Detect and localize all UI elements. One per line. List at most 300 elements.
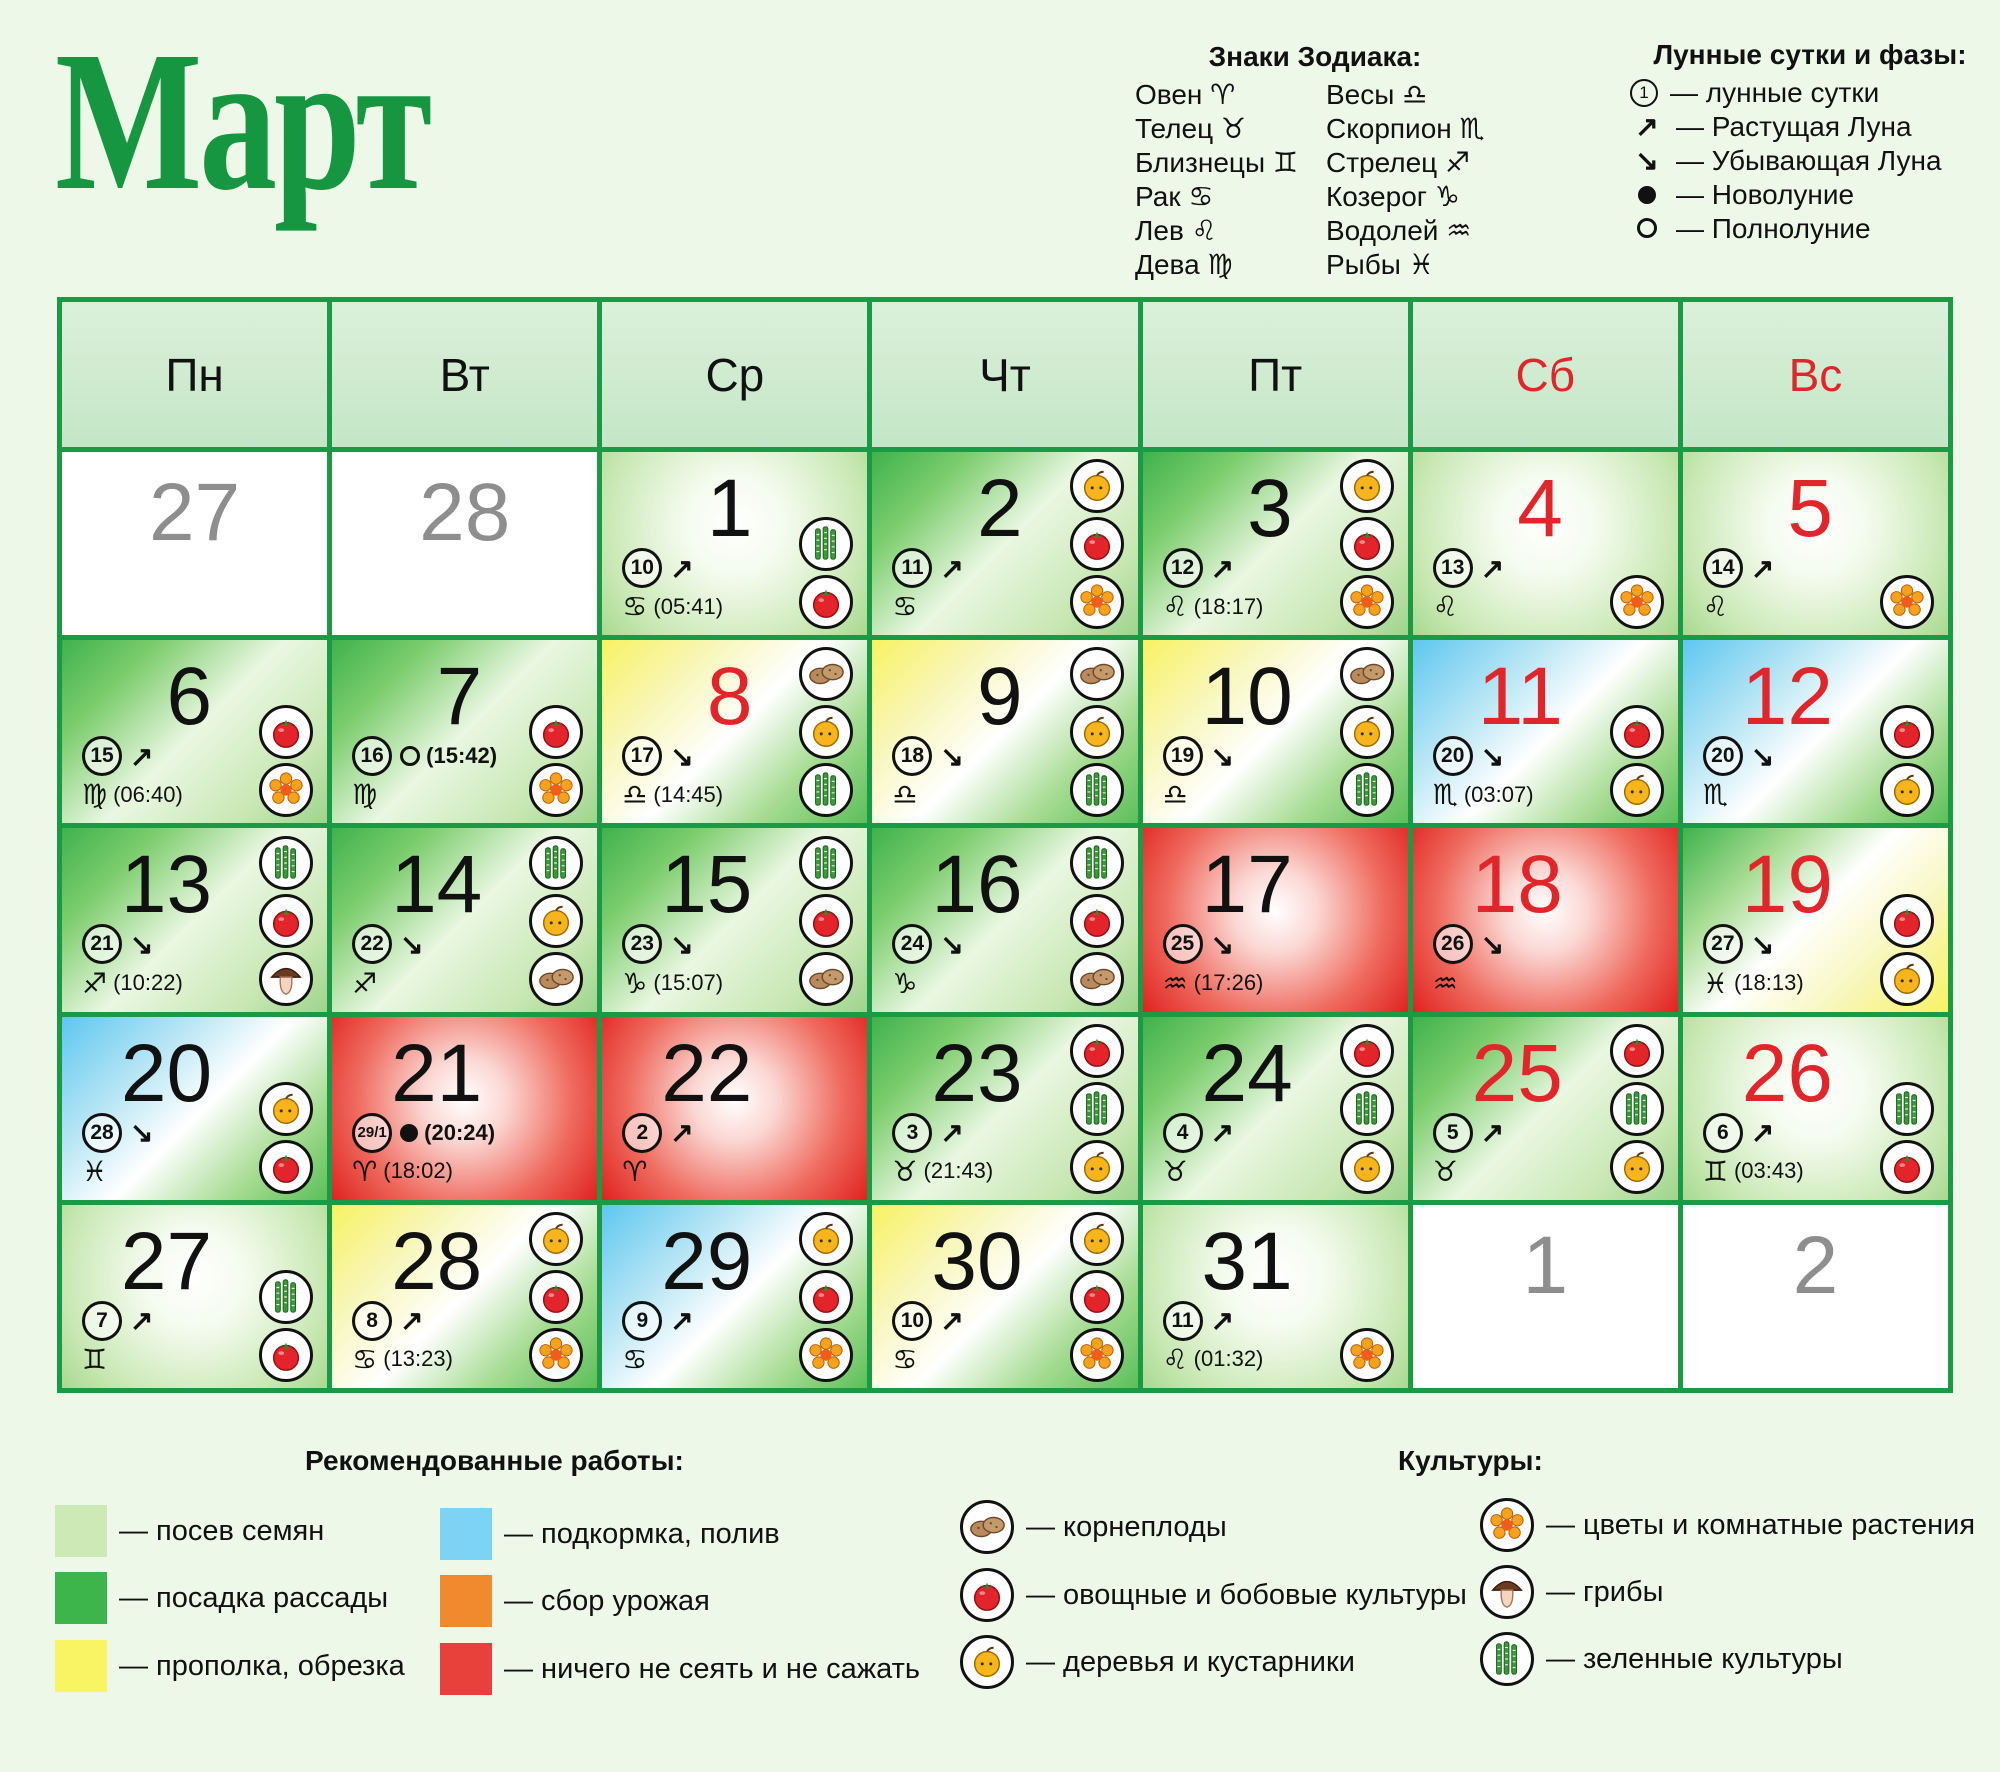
color-swatch [55,1640,107,1692]
zodiac-sign-icon: ♒︎ [1432,967,1458,999]
calendar-day[interactable] [1683,640,1948,823]
crop-icons [1880,834,1934,1005]
weekday-header: Чт [872,302,1137,447]
zodiac-symbol-icon: ♋︎ [1188,181,1214,212]
fruit-icon [799,705,853,759]
lunar-info [622,924,693,964]
new-moon-icon [1630,178,1664,212]
crop-icons [1070,834,1124,1005]
zodiac-sign-icon: ♒︎ [1162,967,1188,999]
waxing-arrow-icon: ↗ [130,740,154,772]
lunar-day-badge: 7 [82,1301,122,1341]
calendar-day[interactable] [872,1205,1137,1388]
lunar-day-badge: 6 [1703,1113,1743,1153]
color-swatch [55,1505,107,1557]
calendar-day[interactable] [1143,1017,1408,1200]
zodiac-sign-icon: ♉︎ [892,1155,918,1187]
zodiac-info [352,967,377,1000]
work-legend-text: — посев семян [119,1514,325,1547]
fruit-icon [529,1212,583,1266]
zodiac-info [892,778,917,811]
zodiac-time: (05:41) [653,593,724,619]
day-number: 7 [436,651,483,743]
lunar-day-badge: 2 [622,1113,662,1153]
day-number: 25 [1471,1027,1563,1119]
work-legend-text: — посадка рассады [119,1581,389,1614]
lunar-legend-text: — Убывающая Луна [1676,145,1942,176]
day-number: 30 [931,1215,1023,1307]
lunar-info [622,548,693,588]
crop-icons [259,646,313,817]
calendar-day[interactable] [602,1205,867,1388]
calendar-day[interactable] [602,1017,867,1200]
lunar-legend-item [1630,212,1990,246]
crop-icons [1340,1211,1394,1382]
zodiac-symbol-icon: ♑︎ [1434,181,1460,212]
lunar-info [892,1113,963,1153]
zodiac-info [892,1155,993,1188]
day-number: 10 [1201,651,1293,743]
zodiac-time: (10:22) [113,970,183,996]
day-number: 11 [1477,651,1563,743]
lunar-day-badge: 13 [1433,548,1473,588]
work-legend-item [55,1572,388,1624]
potato-icon [1340,647,1394,701]
zodiac-sign-icon: ♉︎ [1162,1155,1188,1187]
tomato-icon [799,894,853,948]
calendar-day[interactable] [872,1017,1137,1200]
calendar-day-other-month [1413,1205,1678,1388]
flower-icon [1070,1328,1124,1382]
lunar-legend-text: — Новолуние [1676,179,1855,210]
zodiac-sign-icon: ♊︎ [1702,1155,1728,1187]
zodiac-info [1163,1343,1264,1376]
calendar-day[interactable] [1413,452,1678,635]
work-legend-item [440,1575,710,1627]
full-moon-icon [1630,212,1664,246]
lunar-info [622,1301,693,1341]
lunar-day-badge: 21 [82,924,122,964]
zodiac-info [82,1343,107,1376]
tomato-icon [1340,517,1394,571]
crop-legend-item [1480,1632,1843,1686]
calendar-day[interactable] [62,828,327,1011]
tomato-icon [1070,1024,1124,1078]
weekday-header: Ср [602,302,867,447]
fruit-icon [1070,705,1124,759]
weekday-header: Пн [62,302,327,447]
zodiac-column [1326,78,1485,282]
calendar-day[interactable] [332,640,597,823]
zodiac-symbol-icon: ♍︎ [1207,249,1233,280]
zodiac-info [1703,1155,1804,1188]
lunar-day-badge: 20 [1703,736,1743,776]
lunar-day-badge: 5 [1433,1113,1473,1153]
waning-arrow-icon: ↘ [1210,928,1235,960]
calendar-day[interactable] [1413,1017,1678,1200]
zodiac-sign-icon: ♈︎ [352,1155,378,1187]
zodiac-name: Рак [1135,181,1181,212]
zodiac-info [1433,590,1458,623]
potato-icon [529,952,583,1006]
zodiac-symbol-icon: ♒︎ [1446,215,1472,246]
zodiac-info [1433,778,1534,811]
tomato-icon [259,894,313,948]
day-number: 8 [706,651,753,743]
calendar-day[interactable] [62,1017,327,1200]
calendar-day[interactable] [1143,640,1408,823]
color-swatch [55,1572,107,1624]
weekday-header: Вт [332,302,597,447]
lunar-day-badge: 20 [1433,736,1473,776]
zodiac-time: (13:23) [383,1346,453,1372]
day-number: 17 [1201,839,1293,931]
crop-icons [259,1023,313,1194]
tomato-icon [259,1140,313,1194]
phase-time: (20:24) [424,1119,496,1145]
crop-icons [1880,1023,1934,1194]
lunar-info [352,1301,423,1341]
day-number: 1 [706,463,753,554]
day-number: 2 [976,463,1023,554]
crop-icons [799,646,853,817]
zodiac-name: Рыбы [1325,249,1401,280]
zodiac-sign-icon: ♉︎ [1432,1155,1458,1187]
lunar-day-badge: 9 [622,1301,662,1341]
waxing-arrow-icon: ↗ [1210,1305,1235,1337]
zodiac-column [1135,78,1298,282]
crop-legend-text: — грибы [1546,1575,1664,1608]
lunar-info [622,736,693,776]
calendar-day[interactable] [1683,828,1948,1011]
crops-legend-title: Культуры: [1398,1445,1543,1476]
lunar-info [1703,548,1774,588]
lunar-day-badge: 17 [622,736,662,776]
lunar-info [1433,1113,1504,1153]
calendar-day[interactable] [62,1205,327,1388]
zodiac-legend-item [1326,180,1485,214]
lunar-day-badge: 3 [892,1113,932,1153]
waxing-arrow-icon: ↗ [940,552,964,584]
lunar-info [82,924,153,964]
lunar-info [82,1113,153,1153]
zodiac-legend-item [1135,214,1298,248]
greens-icon [1610,1082,1664,1136]
calendar-day[interactable] [1143,828,1408,1011]
work-legend-item [55,1640,405,1692]
tomato-icon [529,705,583,759]
tomato-icon [960,1568,1014,1622]
zodiac-time: (06:40) [113,781,183,807]
calendar-day[interactable] [62,640,327,823]
fruit-icon [1340,459,1394,513]
work-legend-text: — прополка, обрезка [119,1649,405,1682]
tomato-icon [1880,1140,1934,1194]
lunar-legend [1630,38,1990,246]
greens-icon [259,1270,313,1324]
calendar-day[interactable] [1413,828,1678,1011]
zodiac-sign-icon: ♍︎ [82,779,108,811]
crop-legend-text: — зеленные культуры [1546,1642,1843,1675]
tomato-icon [799,1270,853,1324]
lunar-day-badge: 22 [352,924,392,964]
zodiac-legend-item [1326,214,1485,248]
day-number: 20 [120,1027,213,1119]
zodiac-info [622,967,723,1000]
zodiac-legend-item [1135,146,1298,180]
calendar-day[interactable] [1683,452,1948,635]
lunar-info [1703,924,1774,964]
greens-icon [799,763,853,817]
greens-icon [1070,763,1124,817]
fruit-icon [259,1082,313,1136]
waxing-arrow-icon: ↗ [1210,1117,1235,1149]
day-number: 28 [391,1215,483,1307]
calendar-day[interactable] [1143,452,1408,635]
lunar-day-badge: 15 [82,736,122,776]
day-number: 26 [1741,1027,1833,1119]
crop-icons [259,834,313,1005]
lunar-legend-item [1630,144,1990,178]
flower-icon [1340,1328,1394,1382]
calendar-day[interactable] [332,1205,597,1388]
day-number: 14 [391,839,483,931]
lunar-day-badge: 25 [1163,924,1203,964]
phase-time: (15:42) [426,743,498,769]
lunar-info [892,736,963,776]
zodiac-time: (21:43) [923,1158,994,1184]
zodiac-info [892,1343,917,1376]
zodiac-time: (03:43) [1733,1158,1804,1184]
calendar-grid [57,297,1953,1393]
works-legend-title: Рекомендованные работы: [305,1445,684,1476]
work-legend-item [55,1505,324,1557]
zodiac-sign-icon: ♌︎ [1162,1343,1188,1375]
zodiac-info [1433,1155,1458,1188]
zodiac-name: Водолей [1325,215,1439,246]
day-number: 23 [931,1027,1023,1119]
color-swatch [440,1643,492,1695]
lunar-legend-text: — лунные сутки [1670,77,1880,108]
tomato-icon [1880,705,1934,759]
greens-icon [1070,836,1124,890]
day-number: 24 [1201,1027,1293,1119]
lunar-day-badge: 16 [352,736,392,776]
fruit-icon [1610,1140,1664,1194]
zodiac-info [82,967,183,1000]
zodiac-legend-title: Знаки Зодиака: [1208,41,1422,72]
zodiac-sign-icon: ♓︎ [1702,967,1728,999]
zodiac-sign-icon: ♐︎ [352,967,378,999]
zodiac-info [352,1155,453,1188]
calendar-day[interactable] [602,452,867,635]
zodiac-sign-icon: ♋︎ [892,1343,918,1375]
zodiac-time: (01:32) [1193,1346,1264,1372]
day-number: 6 [166,651,213,743]
waxing-arrow-icon: ↗ [670,1305,694,1337]
day-number: 13 [120,839,213,931]
zodiac-symbol-icon: ♎︎ [1402,79,1428,110]
calendar-day[interactable] [1143,1205,1408,1388]
tomato-icon [1880,894,1934,948]
day-number: 27 [148,467,241,558]
work-legend-text: — ничего не сеять и не сажать [504,1652,920,1685]
calendar-day[interactable] [602,828,867,1011]
waxing-arrow-icon: ↗ [1750,1117,1775,1149]
fruit-icon [1070,1212,1124,1266]
lunar-info [82,1301,153,1341]
waxing-arrow-icon: ↗ [940,1117,964,1149]
zodiac-name: Весы [1325,79,1395,110]
lunar-day-badge: 28 [82,1113,122,1153]
tomato-icon [799,575,853,629]
crop-legend-text: — деревья и кустарники [1026,1645,1355,1678]
lunar-legend-item [1630,110,1990,144]
calendar-day[interactable] [332,828,597,1011]
zodiac-time: (18:13) [1733,970,1804,996]
crop-legend-text: — корнеплоды [1026,1510,1227,1543]
potato-icon [799,952,853,1006]
crop-icons [1880,458,1934,629]
calendar-day[interactable] [602,640,867,823]
day-number: 16 [931,839,1023,931]
calendar-day[interactable] [332,1017,597,1200]
zodiac-symbol-icon: ♐︎ [1444,147,1471,178]
calendar-day[interactable] [872,640,1137,823]
lunar-day-badge: 8 [352,1301,392,1341]
day-number: 15 [661,839,753,931]
moon-phase [400,1120,495,1146]
day-number: 19 [1741,839,1833,931]
lunar-info [1163,924,1234,964]
greens-icon [1070,1082,1124,1136]
zodiac-info [1163,967,1264,1000]
lunar-day-badge: 19 [1163,736,1203,776]
lunar-info [892,924,963,964]
weekday-header: Пт [1143,302,1408,447]
zodiac-sign-icon: ♎︎ [622,779,648,811]
zodiac-sign-icon: ♋︎ [892,591,918,623]
crop-icons [1070,646,1124,817]
zodiac-legend-item [1326,112,1485,146]
zodiac-name: Телец [1135,113,1214,144]
crop-icons [799,834,853,1005]
zodiac-symbol-icon: ♉︎ [1220,113,1247,144]
fruit-icon [1340,1140,1394,1194]
lunar-info [82,736,153,776]
crop-legend-item [960,1568,1467,1622]
tomato-icon [529,1270,583,1324]
zodiac-info [352,1343,453,1376]
zodiac-time: (15:07) [653,970,724,996]
zodiac-legend-item [1135,112,1298,146]
lunar-day-badge: 29/1 [352,1113,392,1153]
zodiac-name: Близнецы [1135,147,1266,178]
calendar-day[interactable] [1413,640,1678,823]
zodiac-sign-icon: ♌︎ [1162,591,1188,623]
zodiac-legend-item [1326,146,1485,180]
lunar-day-badge: 12 [1163,548,1203,588]
weekday-header: Вс [1683,302,1948,447]
lunar-info [352,1113,495,1153]
day-number: 28 [419,467,511,558]
crop-legend-item [960,1500,1227,1554]
flower-icon [1480,1498,1534,1552]
color-swatch [440,1508,492,1560]
calendar-day[interactable] [1683,1017,1948,1200]
zodiac-legend [1135,40,1495,282]
day-number: 31 [1201,1215,1293,1307]
zodiac-sign-icon: ♏︎ [1432,779,1458,811]
day-number: 9 [976,651,1023,743]
zodiac-sign-icon: ♌︎ [1432,591,1458,623]
zodiac-sign-icon: ♊︎ [82,1343,108,1375]
greens-icon [799,836,853,890]
tomato-icon [259,705,313,759]
weekday-header: Сб [1413,302,1678,447]
zodiac-name: Скорпион [1325,113,1452,144]
zodiac-sign-icon: ♏︎ [1702,779,1728,811]
waning-arrow-icon: ↘ [130,928,154,960]
lunar-info [1433,736,1504,776]
zodiac-symbol-icon: ♈︎ [1210,79,1236,110]
calendar-day[interactable] [872,828,1137,1011]
crop-icons [259,1211,313,1382]
zodiac-name: Дева [1135,249,1200,280]
fruit-icon [1340,705,1394,759]
tomato-icon [1070,1270,1124,1324]
calendar-day[interactable] [872,452,1137,635]
crop-icons [1340,1023,1394,1194]
lunar-day-badge: 11 [892,548,932,588]
greens-icon [1340,1082,1394,1136]
zodiac-time: (18:17) [1193,593,1264,619]
lunar-info [352,924,423,964]
waning-arrow-icon: ↘ [130,1117,154,1149]
waning-arrow-icon: ↘ [940,928,964,960]
waxing-arrow-icon: ↗ [670,552,694,584]
zodiac-info [622,590,723,623]
zodiac-info [622,1343,647,1376]
zodiac-name: Лев [1135,215,1184,246]
lunar-day-badge: 10 [892,1301,932,1341]
zodiac-sign-icon: ♎︎ [892,779,918,811]
zodiac-info [352,778,377,811]
tomato-icon [1340,1024,1394,1078]
day-number: 12 [1741,651,1833,743]
zodiac-sign-icon: ♈︎ [622,1155,648,1187]
zodiac-info [1703,590,1728,623]
mushroom-icon [1480,1565,1534,1619]
flower-icon [1880,575,1934,629]
zodiac-time: (18:02) [383,1158,453,1184]
waxing-arrow-icon: ↗ [1750,552,1775,584]
greens-icon [799,517,853,571]
lunar-info [1703,1113,1774,1153]
arrow-down-icon: ↘ [1635,145,1659,176]
flower-icon [1340,575,1394,629]
potato-icon [1070,647,1124,701]
day-number: 29 [661,1215,753,1307]
lunar-info [1163,1113,1234,1153]
zodiac-info [1163,1155,1188,1188]
crop-icons [529,834,583,1005]
crop-icons [1070,1023,1124,1194]
day-number: 18 [1471,839,1563,931]
zodiac-legend-item [1135,248,1298,282]
flower-icon [529,1328,583,1382]
day-number: 3 [1247,463,1293,554]
